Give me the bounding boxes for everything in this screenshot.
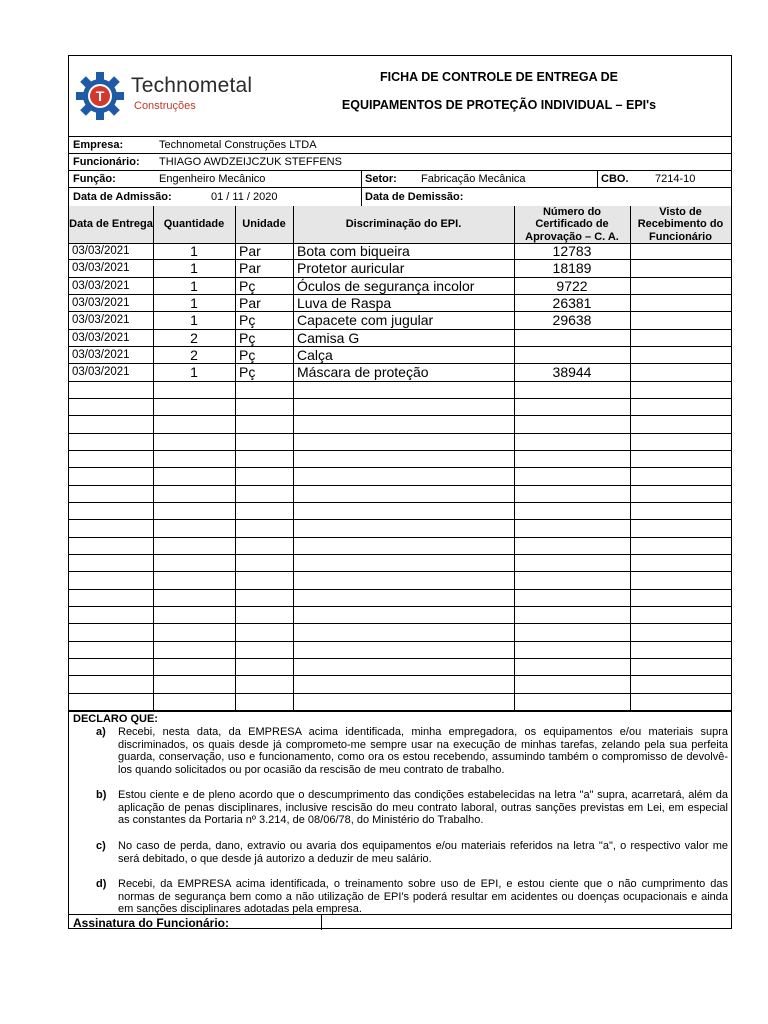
cell-visto[interactable] (630, 260, 731, 276)
cell-visto[interactable] (630, 295, 731, 311)
cell-qty (153, 694, 235, 710)
cell-unit: Pç (239, 329, 256, 346)
cell-desc (293, 416, 514, 432)
cell-qty: 1 (190, 260, 198, 277)
cell-date (69, 538, 153, 554)
cell-desc: Óculos de segurança incolor (297, 277, 475, 294)
cbo-label: CBO. (601, 172, 629, 185)
cell-qty (153, 659, 235, 675)
funcionario-label: Funcionário: (73, 155, 140, 168)
cell-desc: Calça (297, 347, 333, 364)
cell-visto[interactable] (630, 434, 731, 450)
cell-desc: Máscara de proteção (297, 364, 429, 381)
cell-qty (153, 607, 235, 623)
cell-desc (293, 399, 514, 415)
cell-visto[interactable] (630, 416, 731, 432)
cell-date (69, 572, 153, 588)
cell-ca (514, 607, 630, 623)
cell-ca (514, 382, 630, 398)
logo-name: Technometal (131, 74, 253, 97)
logo-subtitle: Construções (134, 100, 196, 112)
cell-desc (293, 642, 514, 658)
setor-label: Setor: (365, 172, 397, 185)
cell-ca (514, 434, 630, 450)
cell-visto[interactable] (630, 243, 731, 259)
cell-unit: Par (239, 243, 261, 260)
cell-unit: Pç (239, 277, 256, 294)
cell-ca: 38944 (552, 364, 592, 381)
cell-visto[interactable] (630, 468, 731, 484)
declaration-section: DECLARO QUE: a) Recebi, nesta data, da EMPRESA acima identificada, minha empregadora, os equipamentos e/ou materiais supra discriminados, os quais desde já comprometo-me sempre usar na execução de minhas tarefas, zelando pela sua perfeita guarda, conservação, uso e funcionamento, como ora os estou recebendo, assumindo também o compromisso de devolvê-los quando solicitados ou por ocasião da rescisão de meu contrato de trabalho. b) Estou ciente e de pleno acordo que o descumprimento das condições estabelecidas na letra "a" supra, acarretará, além da aplicação de penas disciplinares, inclusive rescisão do meu contrato laboral, outras sanções previstas em Lei, em especial as constantes da Portaria nº 3.214, de 08/06/78, do Ministério do Trabalho. c) No caso de perda, dano, extravio ou avaria dos equipamentos e/ou materiais referidos na letra "a", o respectivo valor me será debitado, o que desde já autorizo a deduzir de meu salário. d) Recebi, da EMPRESA acima identificada, o treinamento sobre uso de EPI, e estou ciente que o não cumprimento das normas de segurança bem como a não utilização de EPI's poderá resultar em acidentes ou doenças ocupacionais e ainda em sanções disciplinares adotadas pela empresa. (69, 711, 731, 915)
cell-unit (235, 503, 293, 519)
form-title-line2: EQUIPAMENTOS DE PROTEÇÃO INDIVIDUAL – EPI's (341, 98, 657, 112)
cell-visto[interactable] (630, 642, 731, 658)
table-row (69, 278, 731, 295)
cell-unit (235, 555, 293, 571)
cell-date (69, 659, 153, 675)
cell-desc (293, 434, 514, 450)
cell-desc (293, 590, 514, 606)
cell-date: 03/03/2021 (72, 349, 130, 362)
cell-visto[interactable] (630, 382, 731, 398)
table-row (69, 624, 731, 641)
cell-unit (235, 607, 293, 623)
cell-desc (293, 607, 514, 623)
cell-qty: 2 (190, 347, 198, 364)
funcao-row (69, 170, 731, 188)
col-header-visto: Visto de Recebimento do Funcionário (637, 205, 724, 243)
table-row (69, 416, 731, 433)
cell-unit (235, 468, 293, 484)
col-header-desc: Discriminação do EPI. (345, 218, 462, 231)
gear-logo-icon (74, 71, 126, 121)
cell-qty (153, 572, 235, 588)
admissao-label: Data de Admissão: (73, 190, 172, 203)
col-header-ca: Número do Certificado de Aprovação – C. A. (525, 205, 619, 243)
cell-date: 03/03/2021 (72, 245, 130, 258)
cell-visto[interactable] (630, 520, 731, 536)
cell-ca (514, 624, 630, 640)
cell-desc (293, 676, 514, 692)
cell-unit (235, 694, 293, 710)
cell-unit (235, 434, 293, 450)
cell-ca (514, 659, 630, 675)
cell-unit: Pç (239, 347, 256, 364)
cell-desc (293, 520, 514, 536)
cell-qty (153, 503, 235, 519)
cell-ca (514, 503, 630, 519)
cell-unit (235, 486, 293, 502)
cell-desc (293, 538, 514, 554)
cell-qty (153, 434, 235, 450)
table-row (69, 451, 731, 468)
table-row (69, 520, 731, 537)
cell-ca (514, 330, 630, 346)
form-header (69, 56, 731, 137)
cell-date (69, 555, 153, 571)
cell-qty (153, 624, 235, 640)
cell-desc (293, 382, 514, 398)
cell-unit (235, 590, 293, 606)
cell-unit (235, 538, 293, 554)
funcao-label: Função: (73, 172, 116, 185)
cell-date (69, 503, 153, 519)
epi-table-body (69, 243, 731, 711)
signature-row (69, 914, 731, 930)
cell-ca (514, 416, 630, 432)
cell-desc (293, 572, 514, 588)
cell-desc: Protetor auricular (297, 260, 405, 277)
cell-visto[interactable] (630, 278, 731, 294)
cell-qty: 1 (190, 277, 198, 294)
cell-date (69, 694, 153, 710)
cell-qty (153, 555, 235, 571)
empresa-row (69, 136, 731, 154)
table-row (69, 555, 731, 572)
signature-field[interactable] (322, 915, 731, 930)
cell-ca (514, 520, 630, 536)
table-row (69, 659, 731, 676)
cell-qty (153, 590, 235, 606)
form-title-line1: FICHA DE CONTROLE DE ENTREGA DE (380, 70, 618, 84)
cell-ca: 12783 (552, 243, 592, 260)
cell-visto[interactable] (630, 676, 731, 692)
table-row (69, 694, 731, 711)
cell-desc: Camisa G (297, 329, 360, 346)
cell-unit: Par (239, 260, 261, 277)
setor-value: Fabricação Mecânica (421, 172, 526, 185)
cell-date: 03/03/2021 (72, 331, 130, 344)
cell-visto[interactable] (630, 607, 731, 623)
cell-unit: Pç (239, 364, 256, 381)
cell-qty (153, 676, 235, 692)
cell-visto[interactable] (630, 503, 731, 519)
cell-desc (293, 694, 514, 710)
cell-ca (514, 555, 630, 571)
cell-visto[interactable] (630, 538, 731, 554)
table-row (69, 468, 731, 485)
cell-visto[interactable] (630, 486, 731, 502)
cell-qty: 2 (190, 329, 198, 346)
cell-ca (514, 451, 630, 467)
cell-date (69, 382, 153, 398)
cell-qty (153, 468, 235, 484)
table-row (69, 607, 731, 624)
cell-qty (153, 642, 235, 658)
cell-date (69, 607, 153, 623)
cell-unit (235, 676, 293, 692)
cell-date: 03/03/2021 (72, 279, 130, 292)
cell-desc: Luva de Raspa (297, 295, 392, 312)
cell-unit (235, 399, 293, 415)
cell-ca (514, 676, 630, 692)
cell-desc (293, 468, 514, 484)
cell-desc: Capacete com jugular (297, 312, 434, 329)
table-row (69, 590, 731, 607)
cell-date: 03/03/2021 (72, 297, 130, 310)
cell-date (69, 624, 153, 640)
cell-qty: 1 (190, 243, 198, 260)
cell-qty (153, 520, 235, 536)
table-row (69, 295, 731, 312)
table-row (69, 642, 731, 659)
funcao-value: Engenheiro Mecânico (159, 172, 266, 185)
cell-ca (514, 642, 630, 658)
cell-visto[interactable] (630, 590, 731, 606)
cell-visto[interactable] (630, 572, 731, 588)
funcionario-value: THIAGO AWDZEIJCZUK STEFFENS (159, 155, 342, 168)
cell-ca: 18189 (552, 260, 592, 277)
cell-date (69, 590, 153, 606)
cell-visto[interactable] (630, 555, 731, 571)
cell-qty (153, 416, 235, 432)
declaration-heading: DECLARO QUE: (73, 713, 158, 725)
cell-ca: 29638 (552, 312, 592, 329)
table-row (69, 486, 731, 503)
cell-date (69, 520, 153, 536)
cbo-value: 7214-10 (655, 172, 696, 185)
cell-ca: 9722 (556, 277, 588, 294)
cell-unit (235, 416, 293, 432)
cell-desc (293, 451, 514, 467)
cell-visto[interactable] (630, 694, 731, 710)
cell-visto[interactable] (630, 330, 731, 346)
col-header-unit: Unidade (242, 218, 286, 231)
cell-ca (514, 590, 630, 606)
table-row (69, 434, 731, 451)
cell-ca: 26381 (552, 295, 592, 312)
cell-unit: Pç (239, 312, 256, 329)
cell-unit (235, 382, 293, 398)
signature-label: Assinatura do Funcionário: (69, 915, 322, 930)
cell-unit (235, 572, 293, 588)
cell-desc (293, 624, 514, 640)
admissao-row (69, 187, 731, 207)
funcionario-row (69, 153, 731, 171)
cell-qty (153, 486, 235, 502)
table-row (69, 382, 731, 399)
cell-visto[interactable] (630, 399, 731, 415)
cell-qty (153, 451, 235, 467)
cell-qty (153, 538, 235, 554)
admissao-value: 01 / 11 / 2020 (211, 190, 278, 203)
table-row (69, 364, 731, 381)
cell-ca (514, 347, 630, 363)
table-row (69, 572, 731, 589)
cell-unit (235, 659, 293, 675)
empresa-value: Technometal Construções LTDA (159, 138, 317, 151)
cell-ca (514, 486, 630, 502)
company-logo (74, 71, 259, 121)
cell-date (69, 468, 153, 484)
cell-qty: 1 (190, 295, 198, 312)
cell-unit (235, 520, 293, 536)
cell-date: 03/03/2021 (72, 314, 130, 327)
epi-form (68, 55, 732, 929)
cell-date (69, 451, 153, 467)
cell-unit: Par (239, 295, 261, 312)
table-row (69, 347, 731, 364)
cell-qty (153, 382, 235, 398)
empresa-label: Empresa: (73, 138, 124, 151)
table-row (69, 503, 731, 520)
cell-desc (293, 555, 514, 571)
cell-visto[interactable] (630, 624, 731, 640)
table-row (69, 260, 731, 277)
cell-ca (514, 694, 630, 710)
cell-visto[interactable] (630, 364, 731, 380)
cell-visto[interactable] (630, 659, 731, 675)
cell-visto[interactable] (630, 312, 731, 328)
cell-qty: 1 (190, 312, 198, 329)
svg-text:T: T (95, 88, 105, 104)
table-row (69, 676, 731, 693)
cell-visto[interactable] (630, 347, 731, 363)
table-row (69, 312, 731, 329)
cell-date: 03/03/2021 (72, 262, 130, 275)
cell-unit (235, 624, 293, 640)
cell-qty: 1 (190, 364, 198, 381)
cell-ca (514, 399, 630, 415)
table-row (69, 399, 731, 416)
cell-visto[interactable] (630, 451, 731, 467)
cell-ca (514, 572, 630, 588)
cell-date: 03/03/2021 (72, 366, 130, 379)
cell-unit (235, 642, 293, 658)
table-row (69, 330, 731, 347)
cell-desc (293, 503, 514, 519)
cell-desc (293, 486, 514, 502)
epi-table-header (69, 206, 731, 244)
cell-date (69, 416, 153, 432)
table-row (69, 538, 731, 555)
cell-date (69, 434, 153, 450)
cell-unit (235, 451, 293, 467)
col-header-date: Data de Entrega (69, 218, 153, 231)
demissao-label: Data de Demissão: (365, 190, 464, 203)
cell-desc: Bota com biqueira (297, 243, 410, 260)
cell-ca (514, 468, 630, 484)
cell-date (69, 676, 153, 692)
cell-date (69, 642, 153, 658)
cell-desc (293, 659, 514, 675)
cell-ca (514, 538, 630, 554)
table-row (69, 243, 731, 260)
col-header-qty: Quantidade (163, 218, 225, 231)
cell-date (69, 486, 153, 502)
cell-qty (153, 399, 235, 415)
cell-date (69, 399, 153, 415)
